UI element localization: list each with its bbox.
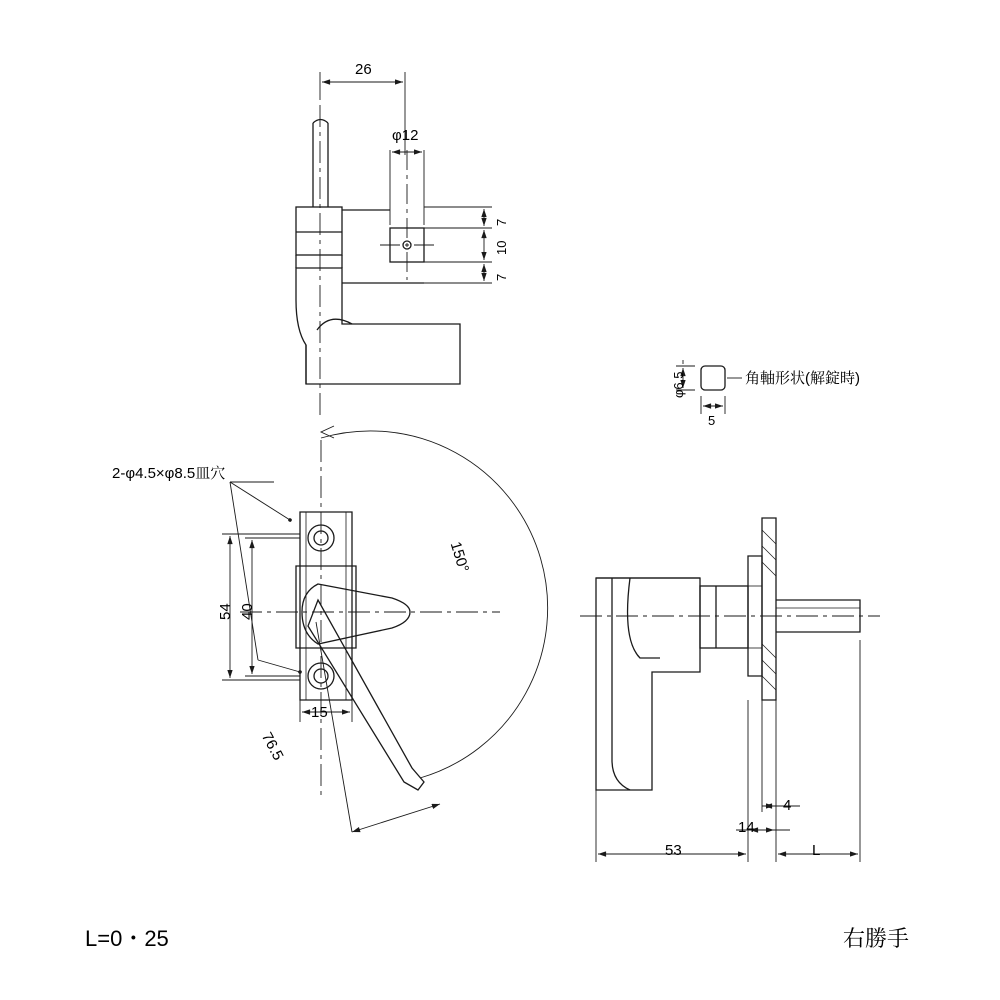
- dim-label-150deg: 150°: [446, 539, 473, 575]
- dim-label-phi12: φ12: [392, 127, 419, 144]
- spindle-detail-note: 角軸形状(解錠時): [745, 370, 860, 387]
- dim-label-54: 54: [217, 603, 234, 620]
- front-view-geometry: [240, 426, 548, 800]
- top-view-geometry: [296, 120, 460, 385]
- dim-label-10: 10: [494, 240, 509, 255]
- dim-label-26: 26: [355, 61, 372, 78]
- side-view-dims: [596, 640, 860, 862]
- dim-label-14: 14: [738, 819, 755, 836]
- dim-label-7-lower: 7: [494, 273, 509, 281]
- dim-label-phi6-5: φ6.5: [671, 371, 686, 398]
- note-handing: 右勝手: [843, 926, 910, 951]
- dim-label-7-upper: 7: [494, 218, 509, 226]
- dim-label-40: 40: [239, 603, 256, 620]
- dim-vertical-stack: [424, 207, 492, 283]
- front-view-dims: [222, 482, 440, 832]
- dim-label-5: 5: [708, 413, 716, 428]
- dim-label-L: L: [812, 842, 821, 859]
- dim-label-4: 4: [783, 797, 792, 814]
- dim-label-76-5: 76.5: [257, 729, 287, 764]
- dim-label-15: 15: [311, 704, 328, 721]
- dim-label-53: 53: [665, 842, 682, 859]
- side-view-geometry: [580, 518, 880, 790]
- note-length-options: L=0・25: [85, 926, 169, 951]
- note-countersink: 2-φ4.5×φ8.5皿穴: [112, 465, 226, 482]
